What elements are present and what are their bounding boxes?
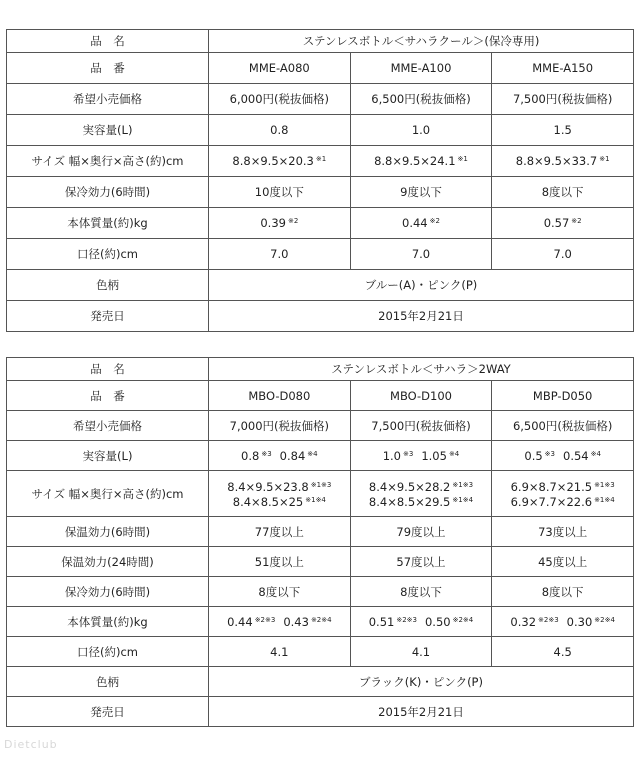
product-name: ステンレスボトル＜サハラクール＞(保冷専用) bbox=[209, 30, 634, 53]
model-1: MME-A080 bbox=[209, 53, 351, 84]
label-capacity: 実容量(L) bbox=[7, 115, 209, 146]
watermark: Dietclub bbox=[4, 738, 58, 751]
product-name: ステンレスボトル＜サハラ＞2WAY bbox=[209, 358, 634, 381]
label-model: 品 番 bbox=[7, 381, 209, 411]
capacity-a: 0.5 bbox=[524, 448, 543, 463]
size-b: 6.9×7.7×22.6 bbox=[510, 494, 593, 509]
label-size: サイズ 幅×奥行×高さ(約)cm bbox=[7, 471, 209, 517]
label-release-date: 発売日 bbox=[7, 697, 209, 727]
row-model bbox=[7, 53, 634, 84]
capacity-b: 1.05 bbox=[421, 448, 447, 463]
price-1: 6,000円(税抜価格) bbox=[209, 84, 351, 115]
size-value: 8.8×9.5×20.3 bbox=[232, 154, 314, 168]
diameter-3: 7.0 bbox=[492, 239, 634, 270]
size-b: 8.4×8.5×25 bbox=[232, 494, 304, 509]
warm6-3: 73度以上 bbox=[492, 517, 634, 547]
cold-2: 9度以下 bbox=[350, 177, 492, 208]
weight-a-note: ※2※3 bbox=[396, 615, 417, 624]
weight-a-note: ※2※3 bbox=[254, 615, 276, 624]
row-warm-retention-6h bbox=[7, 517, 634, 547]
price-2: 6,500円(税抜価格) bbox=[350, 84, 492, 115]
weight-value: 0.57 bbox=[543, 216, 570, 230]
size-value: 8.8×9.5×24.1 bbox=[374, 154, 456, 168]
capacity-a: 0.8 bbox=[241, 448, 260, 463]
label-diameter: 口径(約)cm bbox=[7, 637, 209, 667]
warm24-2: 57度以上 bbox=[350, 547, 492, 577]
row-model bbox=[7, 381, 634, 411]
capacity-b-note: ※4 bbox=[307, 449, 318, 458]
weight-b-note: ※2※4 bbox=[452, 615, 474, 624]
row-diameter bbox=[7, 239, 634, 270]
model-2: MBO-D100 bbox=[350, 381, 492, 411]
row-cold-retention bbox=[7, 177, 634, 208]
size-line-a bbox=[211, 479, 348, 494]
row-capacity bbox=[7, 115, 634, 146]
capacity-b: 0.54 bbox=[563, 448, 589, 463]
row-weight bbox=[7, 208, 634, 239]
size-b-note: ※1※4 bbox=[305, 495, 326, 504]
label-diameter: 口径(約)cm bbox=[7, 239, 209, 270]
label-cold-retention: 保冷効力(6時間) bbox=[7, 177, 209, 208]
label-product-name: 品 名 bbox=[7, 30, 209, 53]
size-line-b bbox=[353, 494, 490, 509]
diameter-3: 4.5 bbox=[492, 637, 634, 667]
size-a-note: ※1※3 bbox=[310, 480, 332, 489]
capacity-a-note: ※3 bbox=[261, 449, 272, 458]
weight-a: 0.51 bbox=[368, 614, 395, 629]
capacity-a: 1.0 bbox=[382, 448, 401, 463]
capacity-3 bbox=[492, 441, 634, 471]
weight-1 bbox=[209, 208, 351, 239]
weight-b: 0.50 bbox=[424, 614, 451, 629]
diameter-1: 7.0 bbox=[209, 239, 351, 270]
size-line-a bbox=[353, 479, 490, 494]
warm24-3: 45度以上 bbox=[492, 547, 634, 577]
capacity-3: 1.5 bbox=[492, 115, 634, 146]
capacity-2 bbox=[350, 441, 492, 471]
weight-b-note: ※2※4 bbox=[310, 615, 332, 624]
release-date: 2015年2月21日 bbox=[209, 301, 634, 332]
row-size bbox=[7, 146, 634, 177]
row-cold-retention bbox=[7, 577, 634, 607]
weight-note: ※2 bbox=[287, 217, 299, 225]
weight-3 bbox=[492, 607, 634, 637]
size-3 bbox=[492, 471, 634, 517]
label-capacity: 実容量(L) bbox=[7, 441, 209, 471]
cold-2: 8度以下 bbox=[350, 577, 492, 607]
diameter-1: 4.1 bbox=[209, 637, 351, 667]
price-2: 7,500円(税抜価格) bbox=[350, 411, 492, 441]
size-note: ※1 bbox=[457, 155, 468, 163]
weight-2 bbox=[350, 607, 492, 637]
weight-note: ※2 bbox=[429, 217, 440, 225]
size-line-b bbox=[494, 494, 631, 509]
row-release-date bbox=[7, 301, 634, 332]
model-1: MBO-D080 bbox=[209, 381, 351, 411]
cold-1: 8度以下 bbox=[209, 577, 351, 607]
row-color bbox=[7, 667, 634, 697]
row-size bbox=[7, 471, 634, 517]
capacity-2: 1.0 bbox=[350, 115, 492, 146]
weight-b-note: ※2※4 bbox=[594, 615, 615, 624]
weight-3 bbox=[492, 208, 634, 239]
size-a: 6.9×8.7×21.5 bbox=[510, 479, 593, 494]
weight-value: 0.39 bbox=[260, 216, 286, 230]
size-2 bbox=[350, 146, 492, 177]
row-product-name bbox=[7, 30, 634, 53]
color-value: ブラック(K)・ピンク(P) bbox=[209, 667, 634, 697]
warm6-2: 79度以上 bbox=[350, 517, 492, 547]
size-line-a bbox=[494, 479, 631, 494]
label-size: サイズ 幅×奥行×高さ(約)cm bbox=[7, 146, 209, 177]
row-price bbox=[7, 411, 634, 441]
size-note: ※1 bbox=[315, 155, 327, 163]
weight-value: 0.44 bbox=[402, 216, 428, 230]
size-line-b bbox=[211, 494, 348, 509]
size-a: 8.4×9.5×23.8 bbox=[227, 479, 309, 494]
weight-b: 0.30 bbox=[566, 614, 593, 629]
row-product-name bbox=[7, 358, 634, 381]
model-3: MBP-D050 bbox=[492, 381, 634, 411]
label-price: 希望小売価格 bbox=[7, 84, 209, 115]
size-3 bbox=[492, 146, 634, 177]
cold-3: 8度以下 bbox=[492, 177, 634, 208]
row-price bbox=[7, 84, 634, 115]
diameter-2: 4.1 bbox=[350, 637, 492, 667]
size-a-note: ※1※3 bbox=[594, 480, 615, 489]
row-diameter bbox=[7, 637, 634, 667]
warm24-1: 51度以上 bbox=[209, 547, 351, 577]
capacity-a-note: ※3 bbox=[544, 449, 555, 458]
row-warm-retention-24h bbox=[7, 547, 634, 577]
size-1 bbox=[209, 146, 351, 177]
capacity-b-note: ※4 bbox=[590, 449, 601, 458]
spec-table-sahara-2way bbox=[6, 357, 634, 727]
price-1: 7,000円(税抜価格) bbox=[209, 411, 351, 441]
label-color: 色柄 bbox=[7, 667, 209, 697]
size-note: ※1 bbox=[599, 155, 610, 163]
label-model: 品 番 bbox=[7, 53, 209, 84]
capacity-1: 0.8 bbox=[209, 115, 351, 146]
capacity-1 bbox=[209, 441, 351, 471]
diameter-2: 7.0 bbox=[350, 239, 492, 270]
spec-table-sahara-cool bbox=[6, 29, 634, 332]
label-color: 色柄 bbox=[7, 270, 209, 301]
row-color bbox=[7, 270, 634, 301]
size-b-note: ※1※4 bbox=[452, 495, 474, 504]
price-3: 6,500円(税抜価格) bbox=[492, 411, 634, 441]
cold-3: 8度以下 bbox=[492, 577, 634, 607]
capacity-a-note: ※3 bbox=[403, 449, 414, 458]
size-a-note: ※1※3 bbox=[452, 480, 474, 489]
label-cold-retention: 保冷効力(6時間) bbox=[7, 577, 209, 607]
weight-1 bbox=[209, 607, 351, 637]
size-b-note: ※1※4 bbox=[594, 495, 615, 504]
release-date: 2015年2月21日 bbox=[209, 697, 634, 727]
label-product-name: 品 名 bbox=[7, 358, 209, 381]
weight-a: 0.44 bbox=[227, 614, 253, 629]
size-a: 8.4×9.5×28.2 bbox=[368, 479, 451, 494]
size-1 bbox=[209, 471, 351, 517]
row-release-date bbox=[7, 697, 634, 727]
capacity-b-note: ※4 bbox=[448, 449, 460, 458]
weight-a-note: ※2※3 bbox=[538, 615, 559, 624]
weight-b: 0.43 bbox=[283, 614, 309, 629]
price-3: 7,500円(税抜価格) bbox=[492, 84, 634, 115]
cold-1: 10度以下 bbox=[209, 177, 351, 208]
size-value: 8.8×9.5×33.7 bbox=[515, 154, 598, 168]
label-release-date: 発売日 bbox=[7, 301, 209, 332]
row-capacity bbox=[7, 441, 634, 471]
label-price: 希望小売価格 bbox=[7, 411, 209, 441]
row-weight bbox=[7, 607, 634, 637]
label-weight: 本体質量(約)kg bbox=[7, 208, 209, 239]
size-2 bbox=[350, 471, 492, 517]
model-2: MME-A100 bbox=[350, 53, 492, 84]
weight-a: 0.32 bbox=[510, 614, 537, 629]
color-value: ブルー(A)・ピンク(P) bbox=[209, 270, 634, 301]
capacity-b: 0.84 bbox=[279, 448, 306, 463]
weight-note: ※2 bbox=[571, 217, 582, 225]
label-warm-retention-24h: 保温効力(24時間) bbox=[7, 547, 209, 577]
label-warm-retention-6h: 保温効力(6時間) bbox=[7, 517, 209, 547]
size-b: 8.4×8.5×29.5 bbox=[368, 494, 451, 509]
weight-2 bbox=[350, 208, 492, 239]
warm6-1: 77度以上 bbox=[209, 517, 351, 547]
label-weight: 本体質量(約)kg bbox=[7, 607, 209, 637]
model-3: MME-A150 bbox=[492, 53, 634, 84]
